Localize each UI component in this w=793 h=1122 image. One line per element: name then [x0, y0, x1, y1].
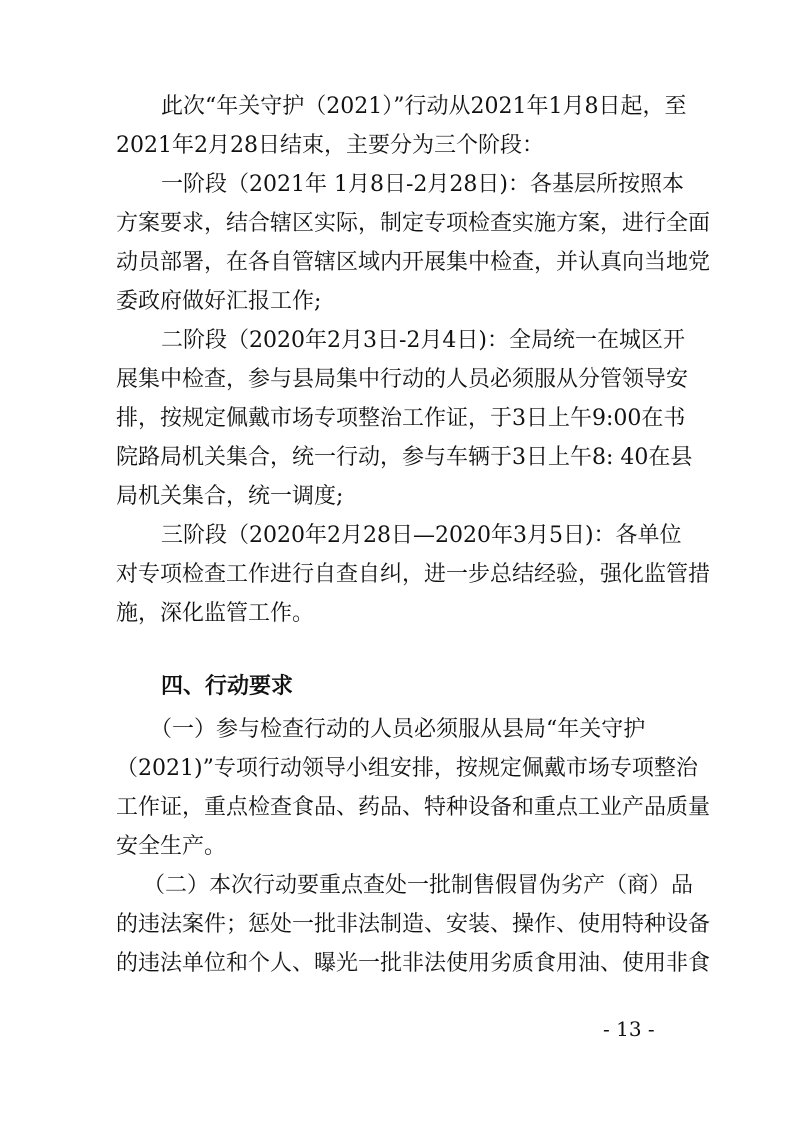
- stage2-line-4: 院路局机关集合，统一行动，参与车辆于3日上午8: 40在县: [116, 445, 693, 470]
- intro-line-1: 此次“年关守护（2021）”行动从2021年1月8日起，至: [161, 94, 687, 119]
- stage3-line-2: 对专项检查工作进行自查自纠，进一步总结经验，强化监管措: [116, 562, 711, 587]
- page-number: - 13 -: [603, 1017, 655, 1041]
- stage1-line-3: 动员部署，在各自管辖区域内开展集中检查，并认真向当地党: [116, 250, 711, 275]
- item1-line-3: 工作证，重点检查食品、药品、特种设备和重点工业产品质量: [116, 795, 711, 820]
- stage1-line-4: 委政府做好汇报工作;: [116, 289, 322, 314]
- intro-line-2: 2021年2月28日结束，主要分为三个阶段：: [116, 133, 544, 158]
- item1-line-4: 安全生产。: [116, 834, 227, 859]
- stage1-line-2: 方案要求，结合辖区实际，制定专项检查实施方案，进行全面: [116, 211, 711, 236]
- stage3-line-3: 施，深化监管工作。: [116, 601, 315, 626]
- item2-line-3: 的违法单位和个人、曝光一批非法使用劣质食用油、使用非食: [116, 951, 711, 976]
- item1-line-2: （2021)”专项行动领导小组安排，按规定佩戴市场专项整治: [116, 756, 698, 781]
- stage2-line-1: 二阶段（2020年2月3日-2月4日)：全局统一在城区开: [161, 328, 685, 353]
- section-heading: 四、行动要求: [161, 674, 294, 699]
- stage2-line-3: 排，按规定佩戴市场专项整治工作证，于3日上午9:00在书: [116, 406, 686, 431]
- stage1-line-1: 一阶段（2021年 1月8日-2月28日)：各基层所按照本: [161, 172, 684, 197]
- item2-line-1: （二）本次行动要重点查处一批制售假冒伪劣产（商）品: [143, 873, 694, 898]
- stage3-line-1: 三阶段（2020年2月28日—2020年3月5日)：各单位: [161, 523, 682, 548]
- stage2-line-5: 局机关集合，统一调度;: [116, 484, 344, 509]
- item2-line-2: 的违法案件；惩处一批非法制造、安装、操作、使用特种设备: [116, 912, 711, 937]
- stage2-line-2: 展集中检查，参与县局集中行动的人员必须服从分管领导安: [116, 367, 689, 392]
- item1-line-1: （一）参与检查行动的人员必须服从县局“年关守护: [150, 717, 646, 742]
